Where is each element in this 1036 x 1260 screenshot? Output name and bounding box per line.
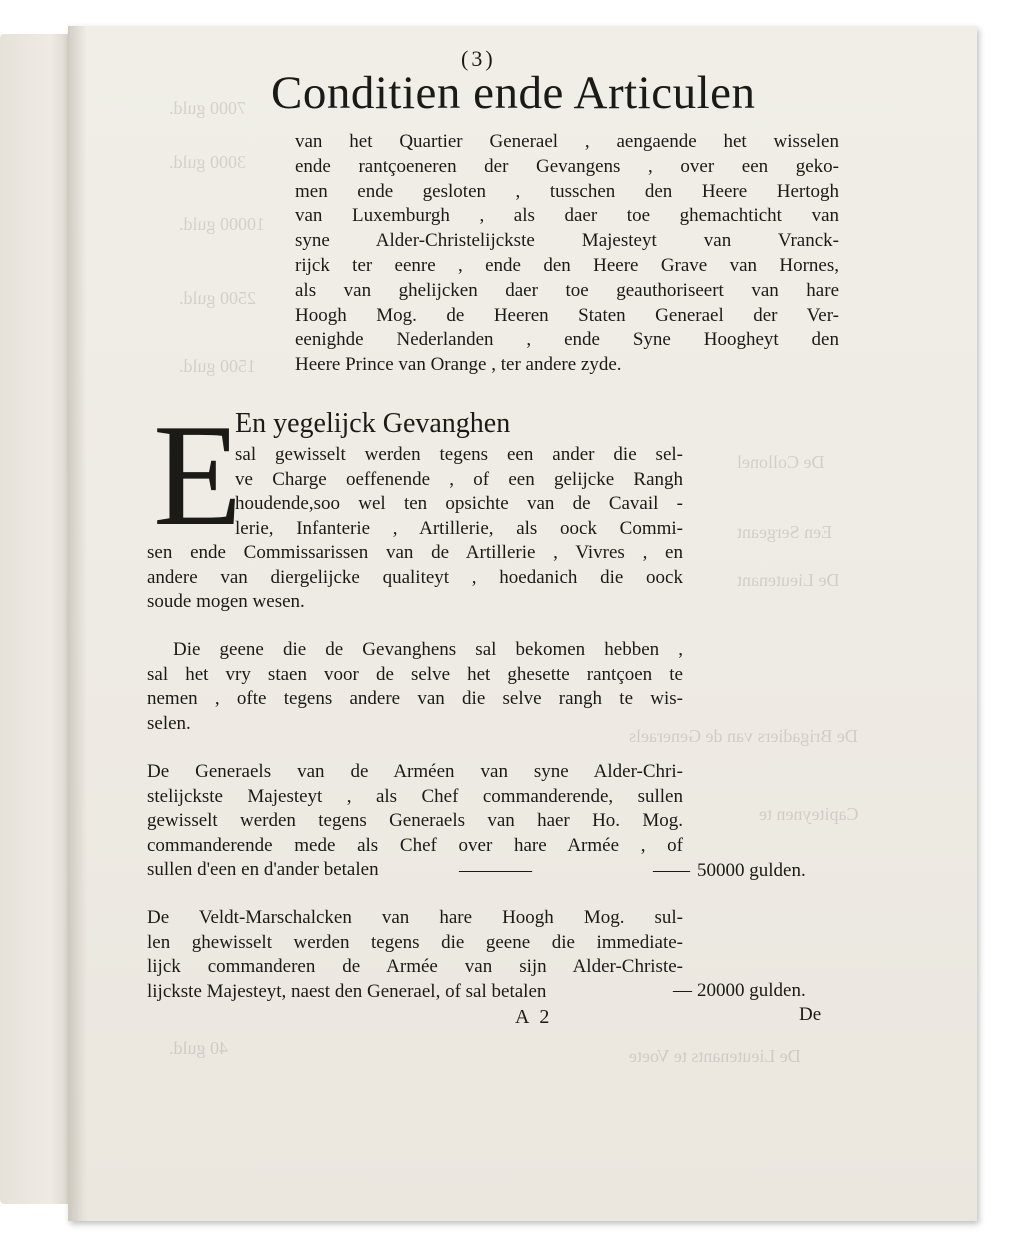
leader-dash: ———— (459, 860, 531, 881)
bleed-through-text: 10000 guld. (179, 214, 266, 234)
text-line: van het Quartier Generael , aengaende het wisselen (295, 131, 839, 152)
bleed-through-text: 1500 guld. (179, 356, 257, 376)
text-line: sal het vry staen voor de selve het ghesette rantçoen te (147, 663, 683, 685)
page-title: Conditien ende Articulen (271, 67, 756, 119)
intro-paragraph (295, 130, 839, 378)
text-line: lijck commanderen de Armée van sijn Alder-Christe- (147, 956, 683, 977)
bleed-through-text: De Lieutenants te Voete (629, 1046, 801, 1066)
book-page (68, 26, 977, 1221)
text-line: sen ende Commissarissen van de Artillerie , Vivres , en (147, 542, 683, 563)
text-line: sal gewisselt werden tegens een ander die sel- (235, 444, 683, 465)
text-line: stelijckste Majesteyt , als Chef commanderende, sullen (147, 785, 683, 807)
paragraph-2 (147, 638, 683, 736)
drop-cap: E (153, 394, 243, 556)
text-line: sullen d'een en d'ander betalen (147, 859, 379, 880)
bleed-through-text: De Lieutenant (737, 570, 840, 590)
bleed-through-text: De Brigadiers van de Generaels (629, 726, 858, 746)
catchword: De (799, 1004, 822, 1025)
text-line: Heere Prince van Orange , ter andere zyde. (295, 354, 622, 376)
page-number: (3) (461, 46, 496, 71)
bleed-through-text: Een Sergeant (737, 522, 833, 542)
text-line: De Generaels van de Arméen van syne Alder-Chri- (147, 761, 683, 782)
text-line: gewisselt werden tegens Generaels van haer Ho. Mog. (147, 810, 683, 831)
bleed-through-text: 2500 guld. (179, 288, 257, 308)
text-line: men ende gesloten , tusschen den Heere Hertogh (295, 180, 839, 202)
bleed-through-text: 7000 guld. (169, 98, 247, 118)
text-line: lijckste Majesteyt, naest den Generael, of sal betalen (147, 980, 547, 1002)
text-line: Hoogh Mog. de Heeren Staten Generael der Ver- (295, 304, 839, 326)
amount: 50000 gulden. (697, 860, 806, 881)
bleed-through-text: Capiteynen te (759, 804, 859, 824)
text-line: rijck ter eenre , ende den Heere Grave van Hornes, (295, 254, 839, 276)
paragraph-4 (147, 906, 683, 1004)
text-line: eenighde Nederlanden , ende Syne Hoogheyt den (295, 329, 839, 351)
leader-dash: — (673, 980, 691, 1001)
paragraph-1-indented (235, 443, 683, 541)
text-line: soude mogen wesen. (147, 591, 305, 612)
bleed-through-text: De Collonel (737, 452, 825, 472)
paragraph-1 (147, 541, 683, 615)
gutter-shadow (69, 26, 87, 1221)
text-line: len ghewisselt werden tegens die geene die immediate- (147, 931, 683, 953)
text-line: selen. (147, 712, 191, 734)
paragraph-3 (147, 760, 683, 883)
section-heading: En yegelijck Gevanghen (235, 408, 511, 439)
facing-page-edge (0, 34, 72, 1204)
text-line: Die geene die de Gevanghens sal bekomen hebben , (173, 639, 683, 660)
text-line: syne Alder-Christelijckste Majesteyt van Vranck- (295, 230, 839, 252)
text-line: ve Charge oeffenende , of een gelijcke Rangh (235, 468, 683, 490)
text-line: als van ghelijcken daer toe geauthoriseert van hare (295, 279, 839, 301)
text-line: commanderende mede als Chef over hare Armée , of (147, 834, 683, 856)
text-line: nemen , ofte tegens andere van die selve rangh te wis- (147, 688, 683, 709)
text-line: van Luxemburgh , als daer toe ghemachticht van (295, 205, 839, 227)
text-line: ende rantçoeneren der Gevangens , over een geko- (295, 155, 839, 177)
text-line: houdende,soo wel ten opsichte van de Cavail - (235, 493, 683, 514)
bleed-through-text: 3000 guld. (169, 152, 247, 172)
text-line: andere van diergelijcke qualiteyt , hoedanich die oock (147, 566, 683, 588)
leader-dash: —— (653, 860, 689, 881)
text-line: De Veldt-Marschalcken van hare Hoogh Mog. sul- (147, 907, 683, 928)
signature-mark: A 2 (515, 1006, 553, 1028)
text-line: lerie, Infanterie , Artillerie, als oock Commi- (235, 517, 683, 539)
amount: 20000 gulden. (697, 980, 806, 1001)
bleed-through-text: 40 guld. (169, 1038, 229, 1058)
